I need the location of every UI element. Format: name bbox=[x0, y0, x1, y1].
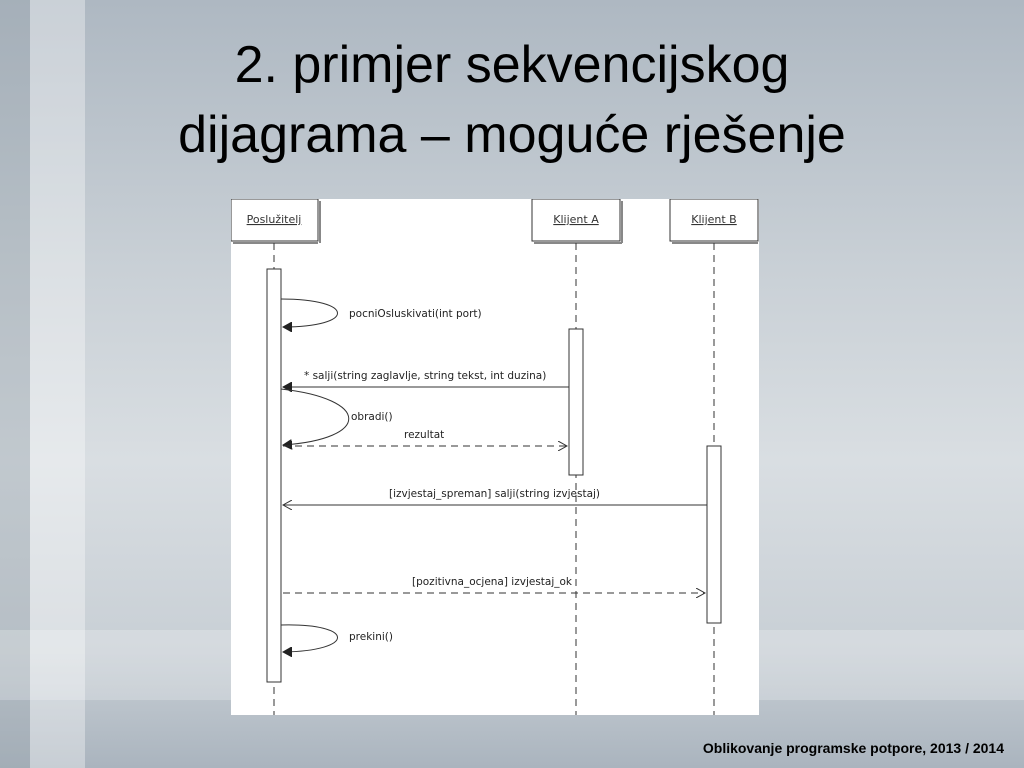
message-label: [pozitivna_ocjena] izvjestaj_ok bbox=[412, 576, 573, 588]
lifeline-client-b-label: Klijent B bbox=[691, 213, 737, 226]
slide-title bbox=[0, 30, 1024, 170]
activation-client-b bbox=[707, 446, 721, 623]
message-obradi bbox=[281, 389, 393, 445]
lifeline-server-label: Poslužitelj bbox=[246, 213, 302, 226]
message-label: * salji(string zaglavlje, string tekst, int duzina) bbox=[304, 370, 547, 382]
message-label: obradi() bbox=[351, 411, 393, 423]
message-prekini bbox=[281, 625, 393, 652]
sequence-diagram bbox=[231, 199, 759, 715]
title-line-2: dijagrama – moguće rješenje bbox=[178, 106, 846, 164]
message-label: pocniOsluskivati(int port) bbox=[349, 308, 482, 320]
message-pocni-osluskivati bbox=[281, 299, 482, 327]
message-label: rezultat bbox=[404, 429, 445, 441]
message-izvjestaj-spreman bbox=[283, 488, 707, 505]
sequence-diagram-svg bbox=[231, 199, 759, 715]
activation-server bbox=[267, 269, 281, 682]
message-salji bbox=[283, 370, 569, 387]
message-izvjestaj-ok bbox=[283, 576, 705, 593]
title-line-1: 2. primjer sekvencijskog bbox=[234, 36, 790, 94]
slide-footer: Oblikovanje programske potpore, 2013 / 2014 bbox=[702, 740, 1004, 756]
message-label: [izvjestaj_spreman] salji(string izvjestaj) bbox=[389, 488, 601, 500]
lifeline-client-a-label: Klijent A bbox=[553, 213, 599, 226]
activation-client-a bbox=[569, 329, 583, 475]
message-label: prekini() bbox=[349, 631, 393, 643]
